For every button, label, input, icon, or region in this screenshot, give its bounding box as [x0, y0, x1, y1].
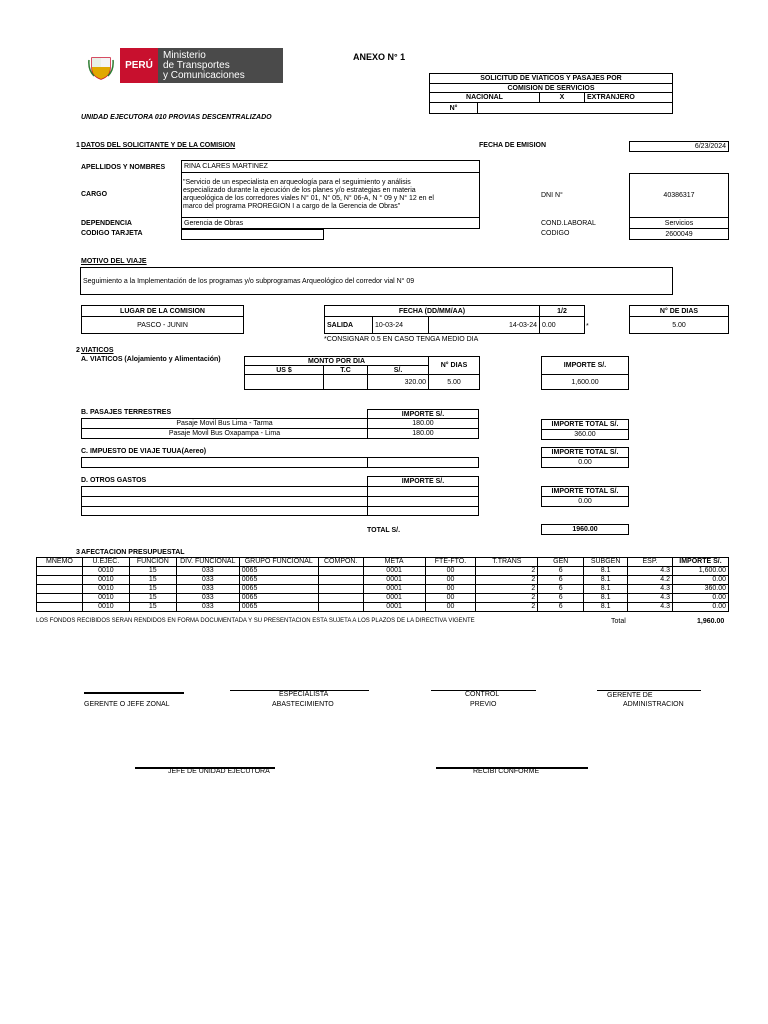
- cargo-value: "Servicio de un especialista en arqueología para el seguimiento y análisis especializado durante la ejecución de los planes y/o estrategias en materia arqueológica de los corredores viales N° 01, N° 05, N° 06-A, N ° 09 y N° 12 en el marco del programa PROREGION I a cargo de la Gerencia de Obras": [183, 179, 434, 210]
- tuua-importe: [367, 457, 479, 468]
- table-row: [37, 585, 729, 594]
- viaticos-importe-value: 1,600.00: [541, 374, 629, 390]
- tuua-desc: [81, 457, 368, 468]
- table-cell: 15: [129, 585, 176, 594]
- section3-number: 3: [76, 549, 80, 556]
- motivo-value: Seguimiento a la Implementación de los programas y/o subprogramas Arqueológico del corredor vial N° 09: [80, 267, 673, 295]
- table-cell: 2: [476, 576, 538, 585]
- apellidos-value: RINA CLARES MARTINEZ: [181, 160, 480, 173]
- signature-gerente-label: GERENTE O JEFE ZONAL: [84, 701, 170, 708]
- half-day-mark: *: [586, 323, 589, 330]
- table-cell: 0010: [82, 576, 129, 585]
- table-cell: 4.3: [628, 594, 673, 603]
- signature-especialista-label-2: ABASTECIMIENTO: [272, 701, 334, 708]
- table-cell: 1,600.00: [672, 567, 728, 576]
- table-cell: 00: [425, 603, 476, 612]
- half-day-label: 1/2: [539, 305, 585, 317]
- section2-title: VIATICOS: [81, 347, 114, 354]
- pasajes-label: B. PASAJES TERRESTRES: [81, 409, 172, 416]
- column-header: U.EJEC.: [82, 558, 129, 567]
- nacional-label: NACIONAL: [429, 92, 540, 103]
- table-cell: 033: [176, 603, 239, 612]
- monto-por-dia-label: MONTO POR DIA: [244, 356, 429, 366]
- dias-label: N° DE DIAS: [629, 305, 729, 317]
- column-header: GRUPO FUNCIONAL: [239, 558, 318, 567]
- codigo-value: 2600049: [629, 228, 729, 240]
- table-cell: 033: [176, 594, 239, 603]
- table-cell: 8.1: [584, 594, 628, 603]
- otros-row-3-desc: [81, 506, 368, 516]
- dni-label: DNI N°: [541, 192, 563, 199]
- table-cell: 033: [176, 576, 239, 585]
- numero-field: [477, 102, 673, 114]
- table-cell: 15: [129, 603, 176, 612]
- table-cell: [318, 585, 363, 594]
- signature-line-gerente-adm: [597, 690, 701, 691]
- tc-label: T.C: [323, 365, 368, 375]
- soles-value: 320.00: [367, 374, 429, 390]
- table-cell: 360.00: [672, 585, 728, 594]
- tuua-label: C. IMPUESTO DE VIAJE TUUA(Aereo): [81, 448, 207, 455]
- table-cell: 15: [129, 567, 176, 576]
- tuua-total-value: 0.00: [541, 457, 629, 468]
- total-label: TOTAL S/.: [367, 527, 401, 534]
- request-title-2: COMISION DE SERVICIOS: [429, 83, 673, 93]
- tuua-total-label: IMPORTE TOTAL S/.: [541, 447, 629, 458]
- otros-gastos-label: D. OTROS GASTOS: [81, 477, 147, 484]
- table-cell: 0.00: [672, 576, 728, 585]
- us-label: US $: [244, 365, 324, 375]
- half-day-note: *CONSIGNAR 0.5 EN CASO TENGA MEDIO DIA: [324, 336, 479, 343]
- table-cell: 00: [425, 585, 476, 594]
- nacional-mark: X: [539, 92, 585, 103]
- section1-number: 1: [76, 142, 80, 149]
- us-value: [244, 374, 324, 390]
- section2-number: 2: [76, 347, 80, 354]
- table-cell: [37, 567, 83, 576]
- column-header: SUBGEN: [584, 558, 628, 567]
- table-cell: 8.1: [584, 585, 628, 594]
- table-cell: 0065: [239, 576, 318, 585]
- column-header: T.TRANS: [476, 558, 538, 567]
- table-cell: [318, 594, 363, 603]
- table-cell: 6: [538, 603, 584, 612]
- table-cell: 4.3: [628, 585, 673, 594]
- motivo-label: MOTIVO DEL VIAJE: [81, 258, 147, 265]
- fecha-emision-value: 6/23/2024: [629, 141, 729, 152]
- column-header: META: [363, 558, 425, 567]
- afectacion-table: [36, 557, 729, 612]
- table-cell: 0010: [82, 603, 129, 612]
- table-cell: [318, 603, 363, 612]
- signature-control-label-1: CONTROL: [465, 691, 500, 698]
- table-cell: 0001: [363, 585, 425, 594]
- table-cell: 2: [476, 567, 538, 576]
- table-cell: 0.00: [672, 594, 728, 603]
- table-cell: 0065: [239, 585, 318, 594]
- column-header: COMPON.: [318, 558, 363, 567]
- fecha-emision-label: FECHA DE EMISION: [479, 142, 547, 149]
- table-cell: 4.3: [628, 567, 673, 576]
- table-cell: 0001: [363, 576, 425, 585]
- table-cell: 15: [129, 576, 176, 585]
- dependencia-value: Gerencia de Obras: [181, 217, 480, 229]
- tc-value: [323, 374, 368, 390]
- lugar-label: LUGAR DE LA COMISION: [81, 305, 244, 317]
- table-cell: 0065: [239, 603, 318, 612]
- table-row: [37, 567, 729, 576]
- lugar-value: PASCO - JUNIN: [81, 316, 244, 334]
- pasajes-total-value: 360.00: [541, 429, 629, 440]
- half-day-value: 0.00: [539, 316, 585, 334]
- n-dias-value: 5.00: [428, 374, 480, 390]
- ministry-name: Ministerio de Transportes y Comunicaciones: [158, 48, 283, 83]
- signature-line-gerente: [84, 692, 184, 694]
- dias-value: 5.00: [629, 316, 729, 334]
- table-cell: 2: [476, 585, 538, 594]
- codigo-tarjeta-label: CODIGO TARJETA: [81, 230, 143, 237]
- signature-especialista-label-1: ESPECIALISTA: [279, 691, 329, 698]
- table-cell: [37, 576, 83, 585]
- retorno-value: 14-03-24: [428, 316, 540, 334]
- fecha-label: FECHA (DD/MM/AA): [324, 305, 540, 317]
- column-header: IMPORTE S/.: [672, 558, 728, 567]
- codigo-tarjeta-field: [181, 229, 324, 240]
- table-cell: 0001: [363, 603, 425, 612]
- dni-value: 40386317: [629, 173, 729, 218]
- table-cell: 2: [476, 603, 538, 612]
- signature-control-label-2: PREVIO: [470, 701, 497, 708]
- table-cell: 0065: [239, 567, 318, 576]
- table-cell: 8.1: [584, 603, 628, 612]
- table-cell: 033: [176, 567, 239, 576]
- table-row: [37, 603, 729, 612]
- table-cell: 15: [129, 594, 176, 603]
- ministry-logo: [82, 48, 283, 83]
- total-value: 1960.00: [541, 524, 629, 535]
- viaticos-a-label: A. VIATICOS (Alojamiento y Alimentación): [81, 356, 221, 363]
- table-cell: [318, 567, 363, 576]
- pasaje-row-1-desc: Pasaje Movil Bus Lima - Tarma: [81, 418, 368, 429]
- table-cell: 00: [425, 576, 476, 585]
- column-header: MNEMO: [37, 558, 83, 567]
- unidad-ejecutora: UNIDAD EJECUTORA 010 PROVIAS DESCENTRALIZADO: [81, 114, 272, 121]
- table-cell: [318, 576, 363, 585]
- salida-label: SALIDA: [324, 316, 373, 334]
- dependencia-label: DEPENDENCIA: [81, 220, 132, 227]
- table-cell: 6: [538, 576, 584, 585]
- cond-laboral-value: Servicios: [629, 217, 729, 229]
- viaticos-importe-label: IMPORTE S/.: [541, 356, 629, 375]
- table-cell: 4.2: [628, 576, 673, 585]
- table-cell: 0010: [82, 594, 129, 603]
- cond-laboral-label: COND.LABORAL: [541, 220, 596, 227]
- table-header-row: [37, 558, 729, 567]
- section1-title: DATOS DEL SOLICITANTE Y DE LA COMISION: [81, 142, 236, 149]
- pasajes-importe-label: IMPORTE S/.: [367, 409, 479, 419]
- signature-gerente-adm-label-2: ADMINISTRACION: [623, 701, 684, 708]
- pasaje-row-1-importe: 180.00: [367, 418, 479, 429]
- table-cell: [37, 603, 83, 612]
- table-cell: 0010: [82, 567, 129, 576]
- table-cell: 00: [425, 567, 476, 576]
- salida-value: 10-03-24: [372, 316, 429, 334]
- extranjero-label: EXTRANJERO: [584, 92, 673, 103]
- pasajes-total-label: IMPORTE TOTAL S/.: [541, 419, 629, 430]
- column-header: FUNCION: [129, 558, 176, 567]
- column-header: FTE-FTO.: [425, 558, 476, 567]
- table-cell: 0065: [239, 594, 318, 603]
- request-title-1: SOLICITUD DE VIATICOS Y PASAJES POR: [429, 73, 673, 84]
- table-cell: 4.3: [628, 603, 673, 612]
- codigo-label: CODIGO: [541, 230, 570, 237]
- table-cell: 0.00: [672, 603, 728, 612]
- table-cell: 0010: [82, 585, 129, 594]
- otros-row-3-importe: [367, 506, 479, 516]
- table-cell: [37, 585, 83, 594]
- soles-label: S/.: [367, 365, 429, 375]
- table-cell: 8.1: [584, 567, 628, 576]
- table-row: [37, 576, 729, 585]
- document-title: ANEXO N° 1: [353, 52, 406, 62]
- n-dias-label: N° DIAS: [428, 356, 480, 375]
- table-cell: 0001: [363, 567, 425, 576]
- apellidos-label: APELLIDOS Y NOMBRES: [81, 164, 166, 171]
- pasaje-row-2-importe: 180.00: [367, 428, 479, 439]
- table-cell: 8.1: [584, 576, 628, 585]
- table-cell: [37, 594, 83, 603]
- numero-label: N°: [429, 102, 478, 114]
- table-cell: 6: [538, 585, 584, 594]
- table-cell: 033: [176, 585, 239, 594]
- signature-recibi-label: RECIBI CONFORME: [473, 768, 540, 775]
- table-cell: 0001: [363, 594, 425, 603]
- signature-jefe-unidad-label: JEFE DE UNIDAD EJECUTORA: [168, 768, 270, 775]
- otros-importe-label: IMPORTE S/.: [367, 476, 479, 487]
- otros-total-value: 0.00: [541, 496, 629, 507]
- table-row: [37, 594, 729, 603]
- pasaje-row-2-desc: Pasaje Movil Bus Oxapampa - Lima: [81, 428, 368, 439]
- column-header: DIV. FUNCIONAL: [176, 558, 239, 567]
- section3-title: AFECTACION PRESUPUESTAL: [81, 549, 185, 556]
- table-cell: 6: [538, 594, 584, 603]
- table-cell: 00: [425, 594, 476, 603]
- column-header: GEN: [538, 558, 584, 567]
- column-header: ESP.: [628, 558, 673, 567]
- peru-brand: PERÚ: [120, 48, 158, 83]
- table-total-value: 1,960.00: [697, 618, 725, 625]
- signature-gerente-adm-label-1: GERENTE DE: [607, 692, 653, 699]
- coat-of-arms-icon: [82, 48, 120, 83]
- table-cell: 6: [538, 567, 584, 576]
- table-cell: 2: [476, 594, 538, 603]
- fondos-footnote: LOS FONDOS RECIBIDOS SERAN RENDIDOS EN FORMA DOCUMENTADA Y SU PRESENTACION ESTA SUJETA A LOS PLAZOS DE LA DIRECTIVA VIGENTE: [36, 618, 475, 624]
- otros-total-label: IMPORTE TOTAL S/.: [541, 486, 629, 497]
- cargo-label: CARGO: [81, 191, 108, 198]
- table-total-label: Total: [611, 618, 626, 625]
